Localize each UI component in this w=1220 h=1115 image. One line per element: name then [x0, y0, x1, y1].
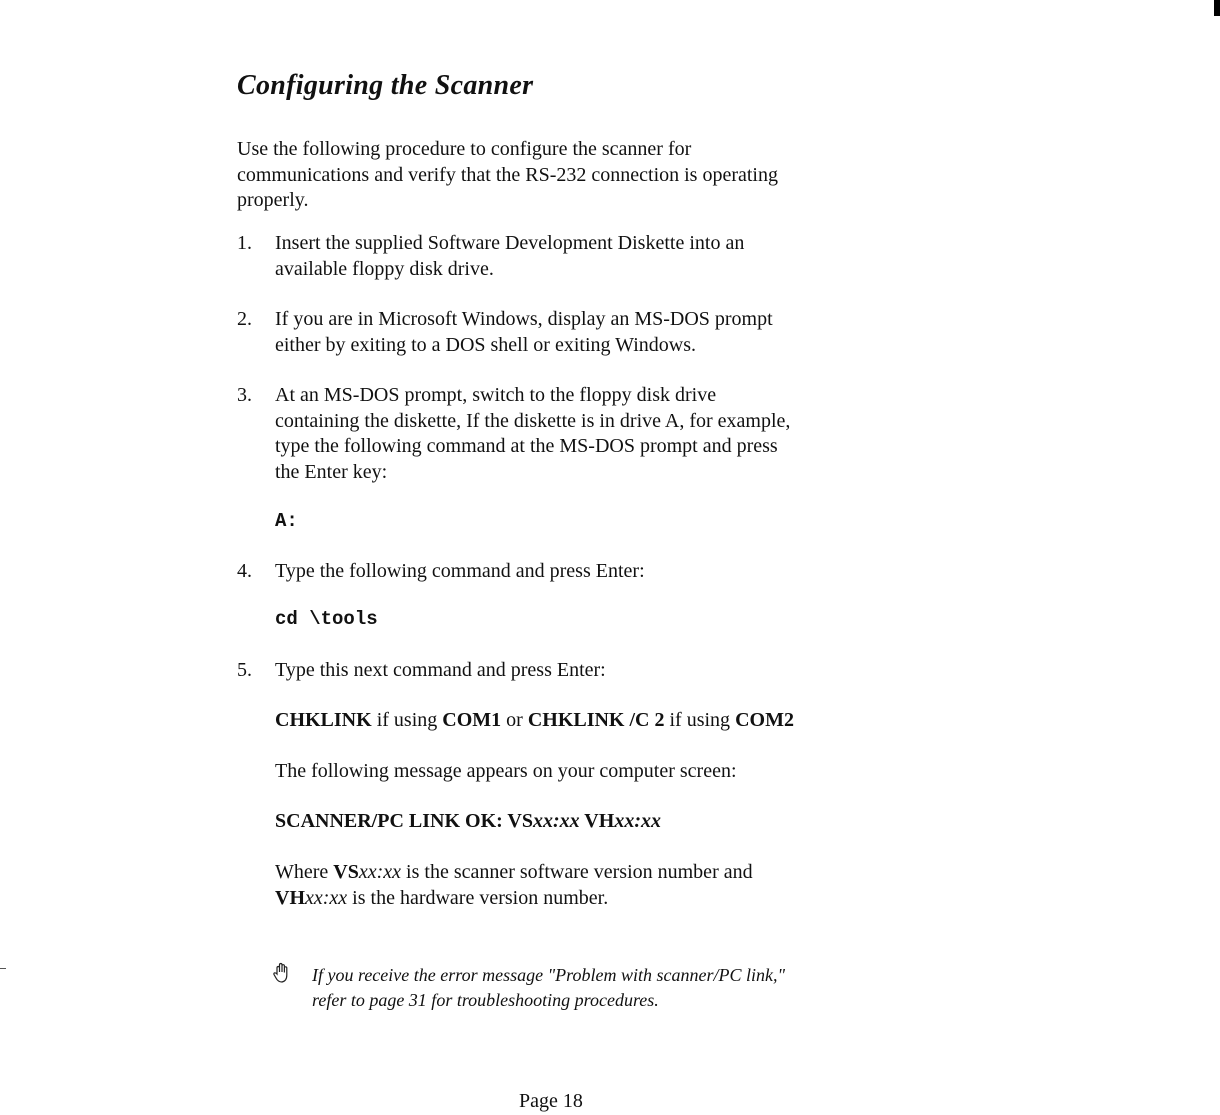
port-com1: COM1 — [442, 709, 502, 731]
step-5-text — [275, 658, 895, 684]
where-text: is the hardware version number. — [347, 886, 609, 909]
vs-placeholder: xx:xx — [358, 861, 402, 883]
step-1-text — [275, 231, 895, 282]
note-line: If you receive the error message "Problem with scanner/PC link," — [312, 965, 786, 985]
command-drive-a: A: — [275, 510, 298, 532]
link-ok-message — [275, 809, 915, 835]
note-line: refer to page 31 for troubleshooting procedures. — [312, 990, 659, 1010]
step-line: the Enter key: — [275, 460, 388, 483]
command-text: if using — [371, 709, 443, 731]
message-mid: VH — [579, 810, 615, 832]
command-chklink: CHKLINK — [275, 709, 372, 731]
command-chklink-c2: CHKLINK /C 2 — [527, 709, 665, 731]
message-vs-version: xx:xx — [533, 810, 580, 832]
step-3-number: 3. — [237, 384, 252, 406]
intro-paragraph — [237, 137, 877, 214]
page-title: Configuring the Scanner — [237, 70, 534, 101]
command-text: or — [501, 709, 528, 731]
step-4-text — [275, 559, 895, 585]
vs-label: VS — [333, 861, 359, 883]
command-cd-tools: cd \tools — [275, 608, 378, 630]
vh-label: VH — [275, 886, 305, 909]
pointing-hand-icon — [271, 962, 293, 984]
scan-margin-tick — [0, 968, 6, 969]
step-line: containing the diskette, If the diskette is in drive A, for example, — [275, 409, 791, 432]
scan-edge-mark — [1214, 0, 1220, 16]
message-intro-text: The following message appears on your computer screen: — [275, 760, 737, 782]
step-2-text — [275, 307, 895, 358]
where-text: is the scanner software version number and — [401, 861, 753, 883]
chklink-command-line — [275, 708, 915, 734]
step-line: Type this next command and press Enter: — [275, 659, 606, 681]
step-line: Insert the supplied Software Development Diskette into an — [275, 232, 745, 254]
port-com2: COM2 — [735, 709, 794, 731]
vh-placeholder: xx:xx — [305, 886, 348, 909]
step-5-number: 5. — [237, 659, 252, 681]
intro-line: Use the following procedure to configure the scanner for — [237, 138, 692, 160]
where-text: Where — [275, 861, 334, 883]
step-4-number: 4. — [237, 560, 252, 582]
intro-line: properly. — [237, 189, 309, 211]
page-number: Page 18 — [519, 1090, 583, 1112]
step-line: either by exiting to a DOS shell or exiting Windows. — [275, 333, 696, 356]
troubleshooting-note — [312, 963, 912, 1013]
step-line: At an MS-DOS prompt, switch to the floppy disk drive — [275, 384, 717, 406]
version-explanation — [275, 860, 915, 911]
step-3-text — [275, 383, 895, 485]
step-line: type the following command at the MS-DOS prompt and press — [275, 435, 778, 457]
step-2-number: 2. — [237, 308, 252, 330]
message-vh-version: xx:xx — [614, 810, 661, 832]
step-1-number: 1. — [237, 232, 252, 254]
command-text: if using — [664, 709, 736, 731]
step-line: Type the following command and press Enter: — [275, 560, 645, 582]
message-intro — [275, 759, 915, 785]
message-prefix: SCANNER/PC LINK OK: VS — [275, 810, 533, 832]
intro-line: communications and verify that the RS-232 connection is operating — [237, 163, 778, 186]
step-line: If you are in Microsoft Windows, display an MS-DOS prompt — [275, 308, 773, 330]
step-line: available floppy disk drive. — [275, 257, 494, 280]
